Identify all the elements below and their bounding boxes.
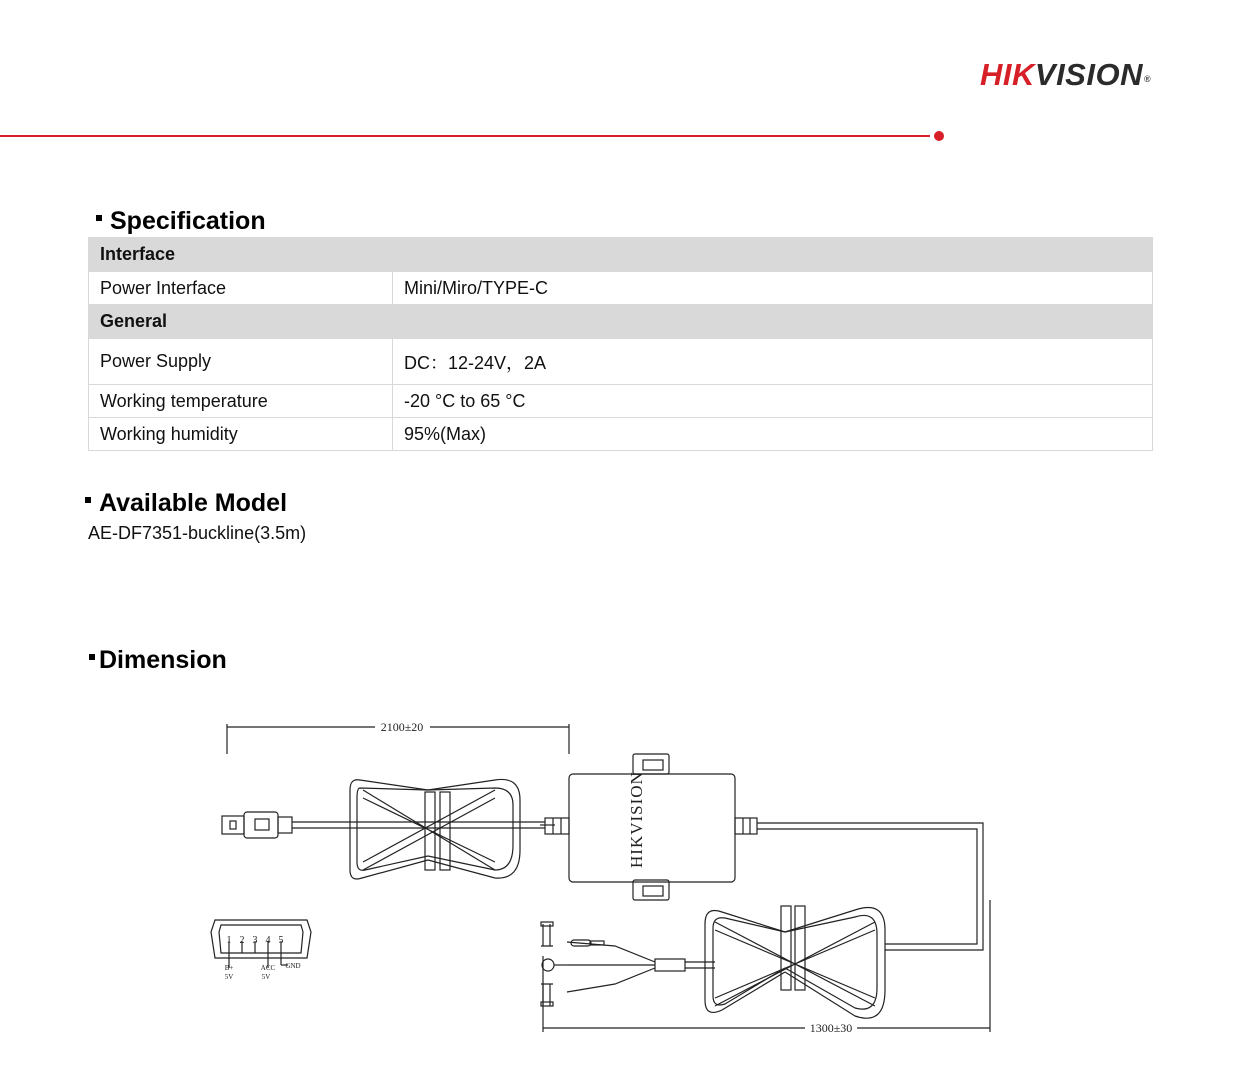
header-divider-dot: [934, 131, 944, 141]
cable-connector: [545, 818, 569, 834]
table-group-row: [89, 305, 1153, 339]
group-general: General: [89, 305, 1153, 339]
model-number: AE-DF7351-buckline(3.5m): [88, 523, 307, 543]
pin-number: 5: [278, 935, 284, 946]
working-humidity-value: 95%(Max): [393, 418, 1153, 451]
box-brand-label: HIKVISION: [627, 771, 646, 868]
pin-number: 2: [239, 935, 245, 946]
table-row: [89, 339, 1153, 385]
coiled-cable-top: [350, 779, 555, 879]
length-label-top: 2100±20: [380, 720, 424, 734]
mini-usb-plug: [222, 816, 244, 834]
converter-box: [569, 754, 735, 900]
pin-number: 1: [226, 935, 232, 946]
bullet-icon: [85, 497, 91, 503]
table-row: [89, 272, 1153, 305]
specification-heading: Specification: [96, 206, 266, 236]
pin-label-gnd: GND: [285, 962, 301, 970]
working-temperature-value: -20 °C to 65 °C: [393, 385, 1153, 418]
header-divider: [0, 135, 930, 137]
power-interface-label: Power Interface: [89, 272, 393, 305]
working-humidity-label: Working humidity: [89, 418, 393, 451]
specification-table: [88, 237, 1153, 451]
pin-number: 3: [252, 935, 258, 946]
power-supply-value: DC：12-24V，2A: [393, 339, 1153, 385]
available-model-heading: Available Model: [85, 488, 287, 518]
coiled-cable-bottom: [705, 906, 885, 1018]
bullet-icon: [89, 654, 95, 660]
bullet-icon: [96, 215, 102, 221]
wire-splitter: [655, 959, 685, 971]
wire-terminals: [541, 922, 655, 1006]
table-group-row: [89, 238, 1153, 272]
table-row: [89, 418, 1153, 451]
pin-number: 4: [265, 935, 271, 946]
pin-label-acc-voltage: 5V: [261, 973, 271, 981]
cable-connector: [735, 818, 757, 834]
pin-label-b-plus: B+: [224, 964, 234, 972]
power-supply-label: Power Supply: [89, 339, 393, 385]
length-label-bottom: 1300±30: [809, 1021, 853, 1035]
table-row: [89, 385, 1153, 418]
pin-label-acc: ACC: [260, 964, 276, 972]
power-interface-value: Mini/Miro/TYPE-C: [393, 272, 1153, 305]
group-interface: Interface: [89, 238, 1153, 272]
hikvision-logo: HIKVISION®: [980, 57, 1152, 92]
working-temperature-label: Working temperature: [89, 385, 393, 418]
dimension-heading: Dimension: [89, 645, 227, 675]
dimension-drawing: [195, 710, 1015, 1040]
pin-label-b-plus-voltage: 5V: [224, 973, 234, 981]
